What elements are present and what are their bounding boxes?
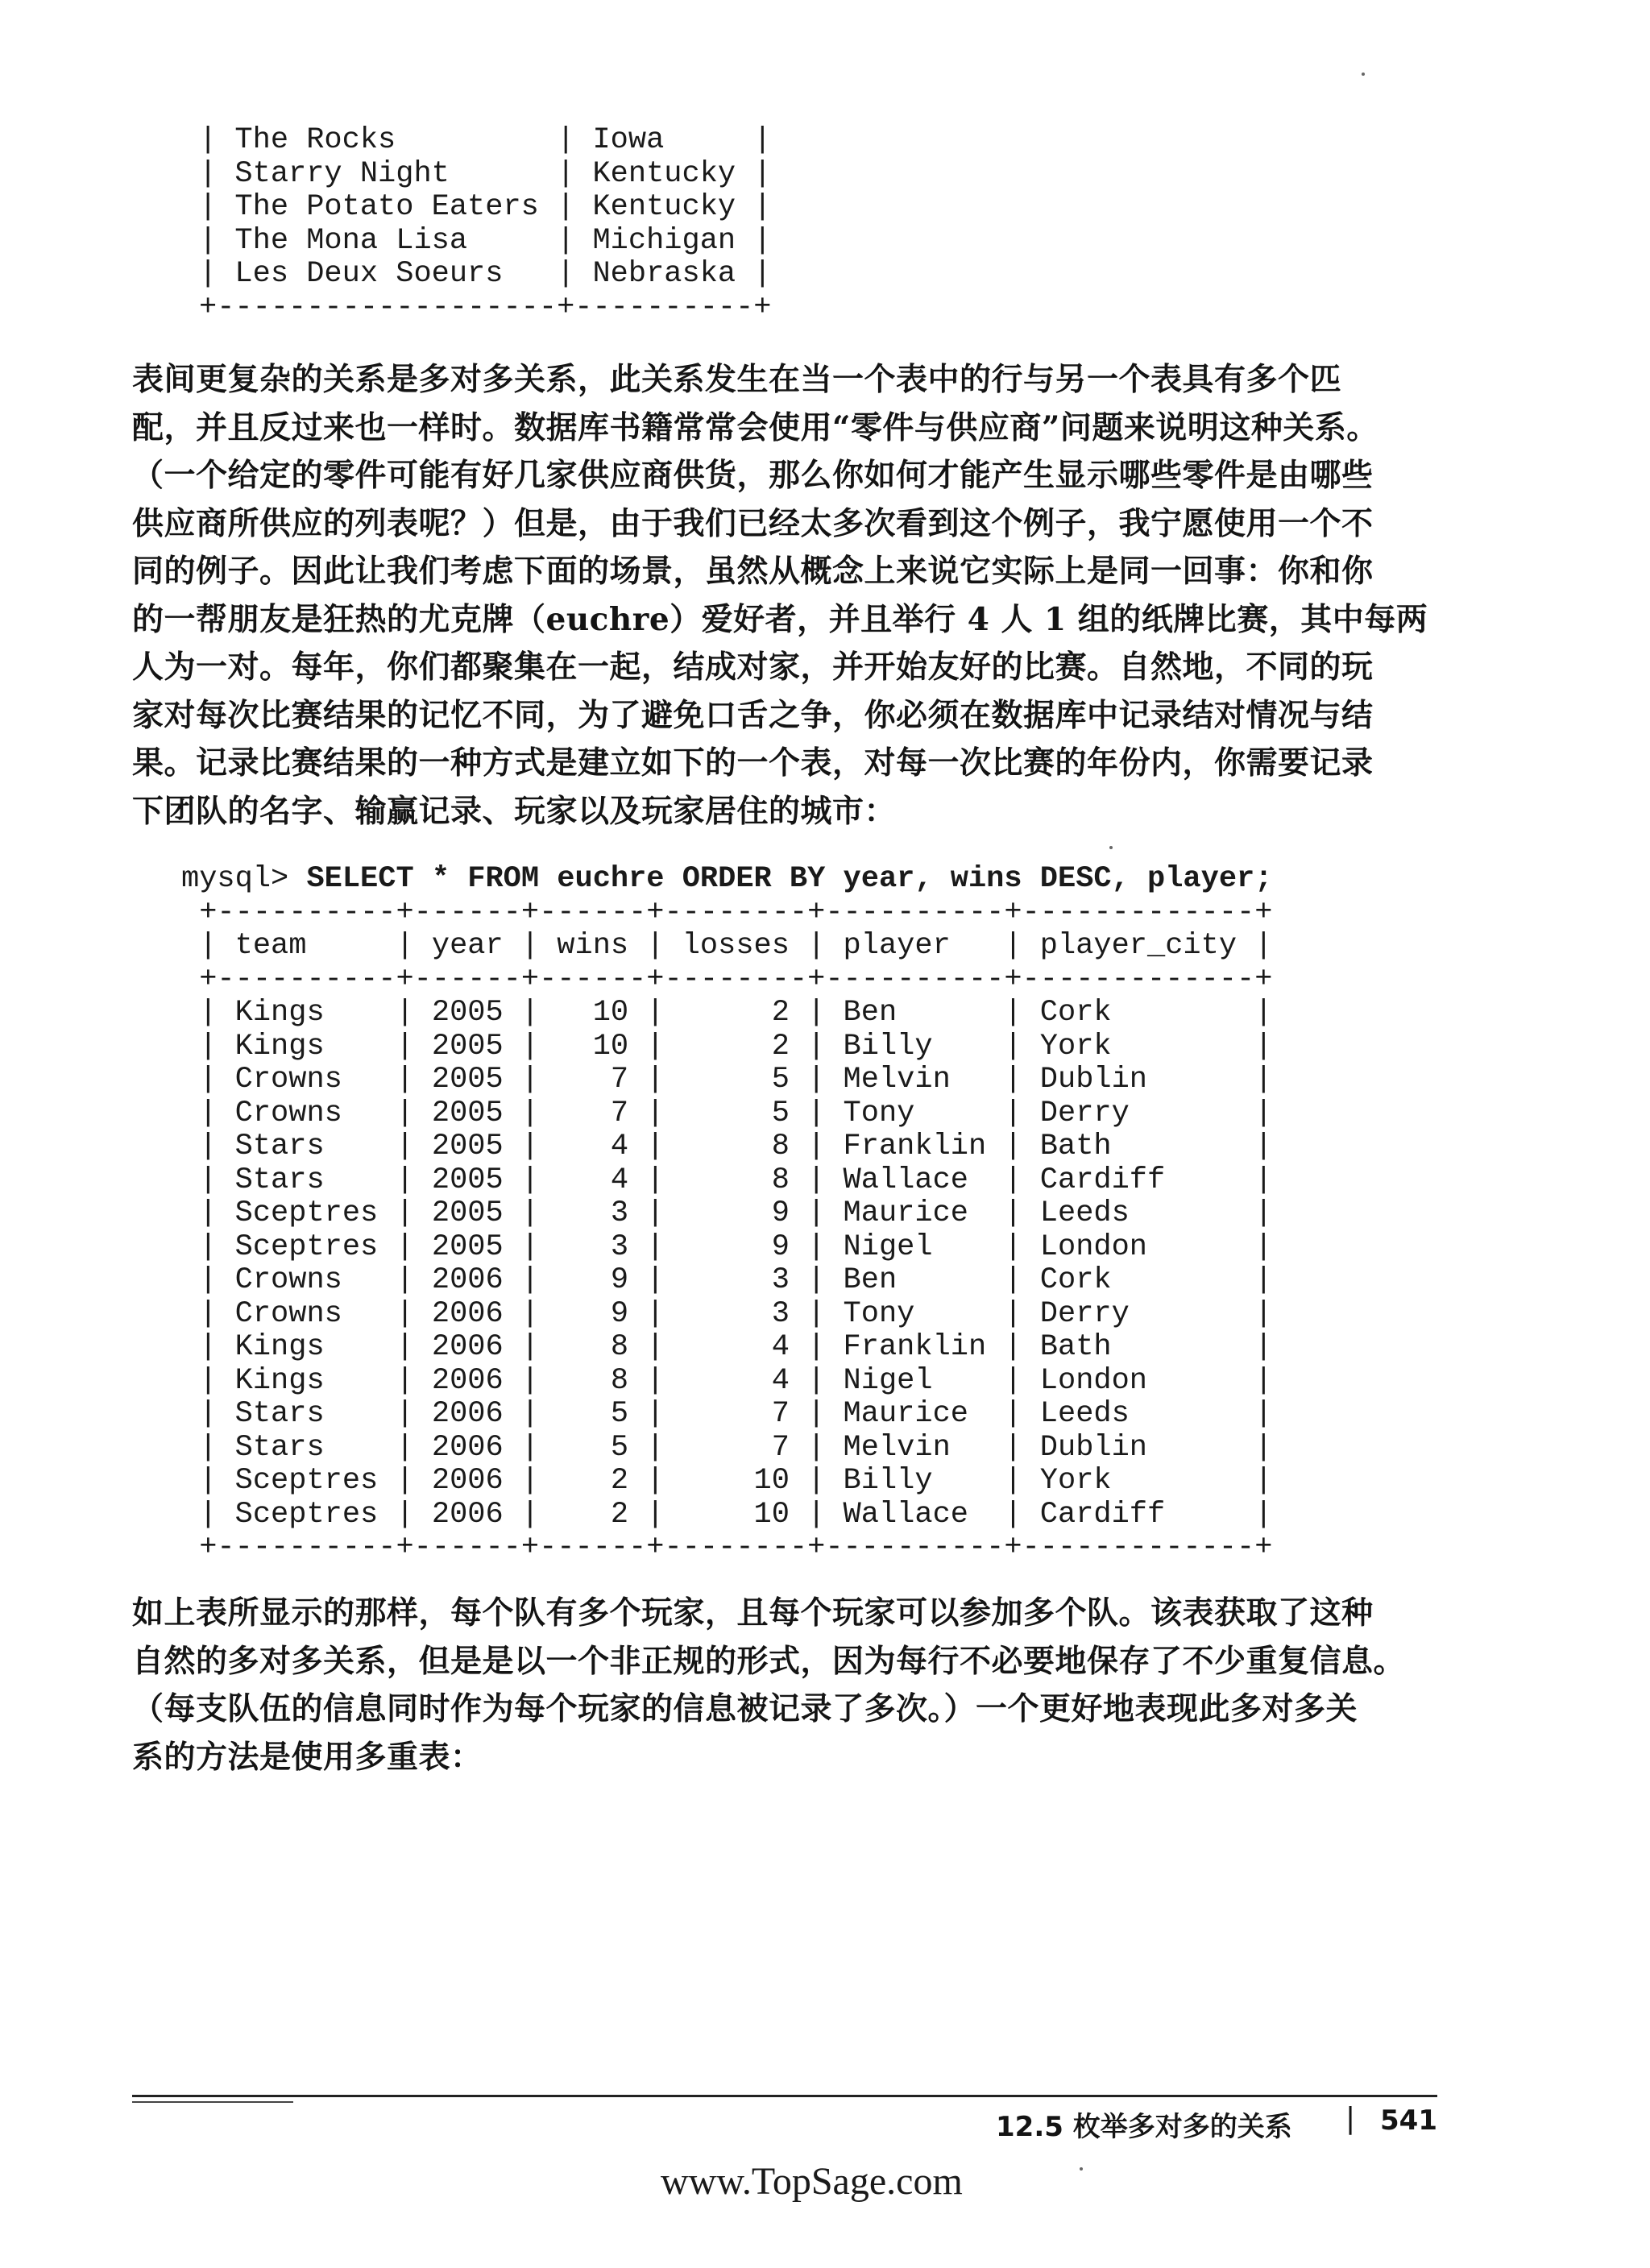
paragraph-line: （每支队伍的信息同时作为每个玩家的信息被记录了多次。）一个更好地表现此多对多关 — [132, 1690, 1358, 1727]
paragraph-line: 系的方法是使用多重表： — [132, 1738, 483, 1776]
table-row: | Stars | 2006 | 5 | 7 | Maurice | Leeds | — [199, 1397, 1273, 1431]
table-row: | Kings | 2006 | 8 | 4 | Nigel | London | — [199, 1363, 1273, 1398]
table-row: | Crowns | 2006 | 9 | 3 | Ben | Cork | — [199, 1263, 1273, 1297]
paragraph-line: 如上表所显示的那样，每个队有多个玩家，且每个玩家可以参加多个队。该表获取了这种 — [132, 1594, 1374, 1632]
table-row: | Sceptres | 2005 | 3 | 9 | Maurice | Leeds | — [199, 1196, 1273, 1230]
table-row: | Sceptres | 2006 | 2 | 10 | Billy | York | — [199, 1464, 1273, 1498]
paragraph-line: 家对每次比赛结果的记忆不同，为了避免口舌之争，你必须在数据库中记录结对情况与结 — [132, 696, 1374, 734]
sql-command: SELECT * FROM euchre ORDER BY year, wins DESC, player; — [306, 862, 1273, 896]
paragraph-line: （一个给定的零件可能有好几家供应商供货，那么你如何才能产生显示哪些零件是由哪些 — [132, 457, 1374, 494]
table-border: +----------+------+------+--------+----------+-------------+ — [199, 895, 1273, 930]
table-border: +----------+------+------+--------+----------+-------------+ — [199, 1531, 1273, 1565]
table-row: | Crowns | 2006 | 9 | 3 | Tony | Derry | — [199, 1296, 1273, 1331]
table-row: | Sceptres | 2006 | 2 | 10 | Wallace | Cardiff | — [199, 1497, 1273, 1532]
paragraph-line: 下团队的名字、输赢记录、玩家以及玩家居住的城市： — [132, 792, 897, 830]
paragraph-line: 同的例子。因此让我们考虑下面的场景，虽然从概念上来说它实际上是同一回事：你和你 — [132, 553, 1374, 590]
paragraph-line: 果。记录比赛结果的一种方式是建立如下的一个表，对每一次比赛的年份内，你需要记录 — [132, 744, 1374, 782]
table-row: | Stars | 2005 | 4 | 8 | Wallace | Cardiff | — [199, 1163, 1273, 1197]
footer-section-title: 12.5 枚举多对多的关系 — [996, 2111, 1292, 2143]
table-row: | Les Deux Soeurs | Nebraska | — [199, 257, 772, 291]
scan-speck — [1080, 2167, 1083, 2171]
footer-rule-accent — [132, 2101, 293, 2103]
paragraph-line: 表间更复杂的关系是多对多关系，此关系发生在当一个表中的行与另一个表具有多个匹 — [132, 361, 1342, 398]
table-row: | Stars | 2006 | 5 | 7 | Melvin | Dublin | — [199, 1430, 1273, 1465]
table-row: | The Rocks | Iowa | — [199, 123, 772, 157]
body-paragraph-2 — [132, 1590, 1413, 1781]
paragraph-line: 配，并且反过来也一样时。数据库书籍常常会使用“零件与供应商”问题来说明这种关系。 — [132, 408, 1378, 446]
page-number: 541 — [1380, 2104, 1437, 2137]
table-row: | Kings | 2005 | 10 | 2 | Ben | Cork | — [199, 996, 1273, 1030]
table-border: +-------------------+----------+ — [199, 290, 772, 325]
scan-speck — [1109, 846, 1113, 849]
table-row: | Sceptres | 2005 | 3 | 9 | Nigel | London | — [199, 1229, 1273, 1264]
watermark-url: www.TopSage.com — [661, 2160, 963, 2203]
footer-rule — [132, 2095, 1437, 2097]
table-row: | The Mona Lisa | Michigan | — [199, 223, 772, 258]
sql-prompt: mysql> — [181, 862, 307, 896]
table-row: | Kings | 2005 | 10 | 2 | Billy | York | — [199, 1029, 1273, 1064]
sql-code-block — [181, 863, 1272, 1565]
paragraph-line: 自然的多对多关系，但是是以一个非正规的形式，因为每行不必要地保存了不少重复信息。 — [132, 1642, 1406, 1680]
table-row: | The Potato Eaters | Kentucky | — [199, 190, 772, 224]
table-header: | team | year | wins | losses | player | player_city | — [199, 929, 1273, 963]
table-border: +----------+------+------+--------+----------+-------------+ — [199, 962, 1273, 997]
artwork-table-fragment — [199, 124, 772, 325]
paragraph-line: 的一帮朋友是狂热的尤克牌（euchre）爱好者，并且举行 4 人 1 组的纸牌比赛，其中每两 — [132, 600, 1428, 638]
table-row: | Stars | 2005 | 4 | 8 | Franklin | Bath | — [199, 1130, 1273, 1163]
footer-separator: | — [1345, 2102, 1356, 2135]
body-paragraph-1 — [132, 356, 1428, 835]
table-row: | Crowns | 2005 | 7 | 5 | Melvin | Dublin | — [199, 1063, 1273, 1097]
table-row: | Crowns | 2005 | 7 | 5 | Tony | Derry | — [199, 1096, 1273, 1130]
table-row: | Starry Night | Kentucky | — [199, 156, 772, 191]
scan-speck — [1362, 73, 1365, 76]
table-row: | Kings | 2006 | 8 | 4 | Franklin | Bath | — [199, 1330, 1273, 1364]
paragraph-line: 供应商所供应的列表呢？）但是，由于我们已经太多次看到这个例子，我宁愿使用一个不 — [132, 504, 1374, 542]
paragraph-line: 人为一对。每年，你们都聚集在一起，结成对家，并开始友好的比赛。自然地，不同的玩 — [132, 649, 1374, 686]
